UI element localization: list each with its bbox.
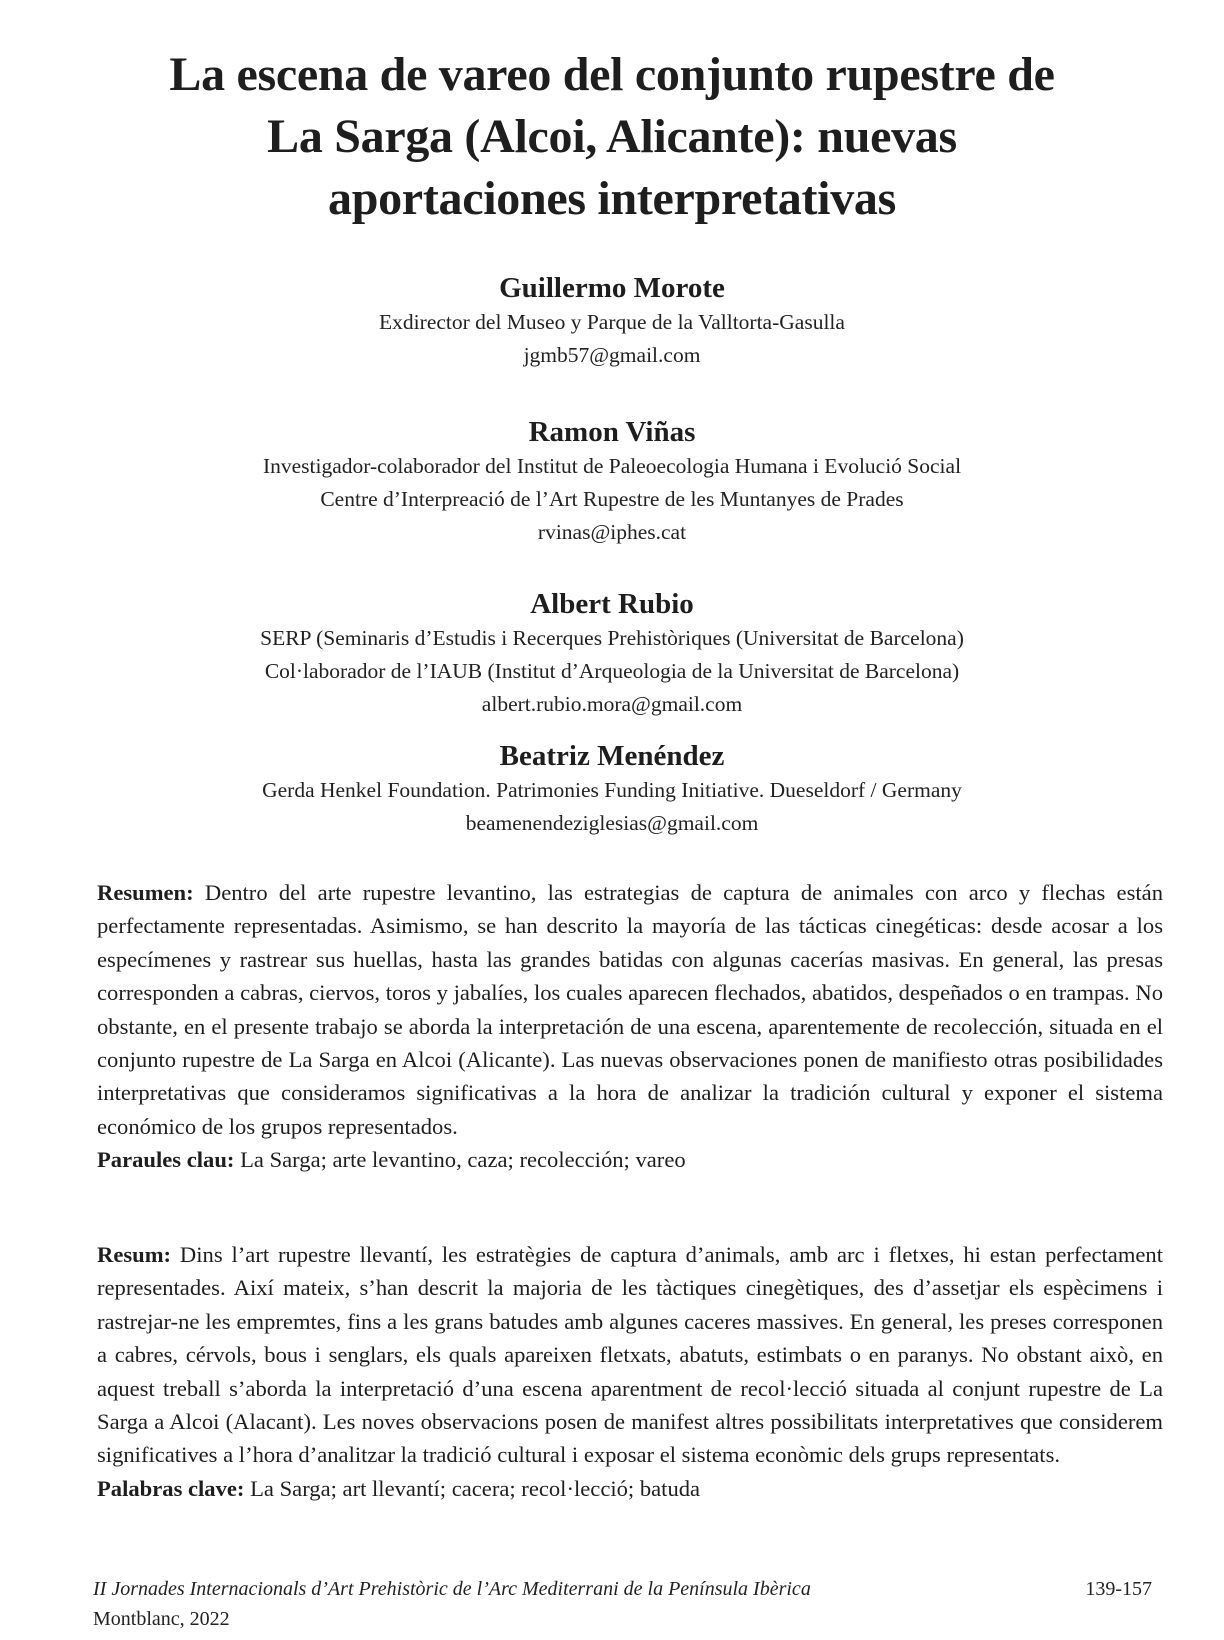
author-name: Beatriz Menéndez [499, 740, 725, 772]
author-name: Albert Rubio [530, 588, 694, 620]
paper-title [90, 44, 1134, 230]
abstract-text: Dins l’art rupestre llevantí, les estratègies de captura d’animals, amb arc i fletxes, hi estan perfectament representades. Així mateix, s’han descrit la majoria de les tàctiques cinegètiques, des d’assetjar els espècimens i rastrejar-ne les empremtes, fins a les grans batudes amb algunes caceres massives. En general, les preses corresponen a cabres, cérvols, bous i senglars, els quals apareixen fletxats, abatuts, estimbats o en paranys. No obstant això, en aquest treball s’aborda la interpretació d’una escena aparentment de recol·lecció situada al conjunt rupestre de La Sarga a Alcoi (Alacant). Les noves observacions posen de manifest altres possibilitats interpretatives que considerem significatives a l’hora d’analitzar la tradició cultural i exposar el sistema econòmic dels grups representats. [97, 1242, 1163, 1468]
abstract-label: Resumen: [97, 880, 194, 905]
footer-citation [93, 1574, 811, 1634]
title-line-3: aportaciones interpretativas [328, 172, 896, 225]
author-affiliation: Exdirector del Museo y Parque de la Valltorta-Gasulla [379, 310, 845, 334]
author-block-1 [100, 270, 1124, 372]
abstract-text: Dentro del arte rupestre levantino, las estrategias de captura de animales con arco y flechas están perfectamente representadas. Asimismo, se han descrito la mayoría de las tácticas cinegéticas: desde acosar a los especímenes y rastrear sus huellas, hasta las grandes batidas con algunas cacerías masivas. En general, las presas corresponden a cabras, ciervos, toros y jabalíes, los cuales aparecen flechados, abatidos, despeñados o en trampas. No obstante, en el presente trabajo se aborda la interpretación de una escena, aparentemente de recolección, situada en el conjunto rupestre de La Sarga en Alcoi (Alicante). Las nuevas observaciones ponen de manifiesto otras posibilidades interpretativas que consideramos significativas a la hora de analizar la tradición cultural y exponer el sistema económico de los grupos representados. [97, 880, 1163, 1139]
abstract-spanish [97, 876, 1163, 1177]
author-affiliation: Centre d’Interpreació de l’Art Rupestre de les Muntanyes de Prades [320, 487, 904, 511]
abstract-catalan [97, 1238, 1163, 1505]
footer-journal: II Jornades Internacionals d’Art Prehistòric de l’Arc Mediterrani de la Península Ibèrica [93, 1578, 811, 1600]
abstract-paragraph [97, 876, 1163, 1143]
author-email[interactable]: rvinas@iphes.cat [537, 520, 687, 544]
author-block-3 [100, 586, 1124, 721]
keywords-text: La Sarga; art llevantí; cacera; recol·lecció; batuda [244, 1475, 701, 1501]
keywords-label: Paraules clau: [97, 1147, 235, 1173]
keywords-line [97, 1472, 1163, 1505]
abstract-label: Resum: [97, 1242, 172, 1267]
author-block-2 [100, 414, 1124, 549]
author-email[interactable]: beamenendeziglesias@gmail.com [465, 811, 759, 835]
author-block-4 [100, 738, 1124, 840]
author-email[interactable]: jgmb57@gmail.com [523, 343, 701, 367]
title-line-1: La escena de vareo del conjunto rupestre de [169, 48, 1055, 101]
author-email[interactable]: albert.rubio.mora@gmail.com [481, 692, 743, 716]
keywords-text: La Sarga; arte levantino, caza; recolección; vareo [234, 1147, 686, 1173]
footer-publisher: Montblanc, 2022 [93, 1608, 230, 1630]
author-affiliation: SERP (Seminaris d’Estudis i Recerques Prehistòriques (Universitat de Barcelona) [260, 626, 964, 650]
abstract-paragraph [97, 1238, 1163, 1472]
title-line-2: La Sarga (Alcoi, Alicante): nuevas [267, 110, 957, 163]
author-affiliation: Col·laborador de l’IAUB (Institut d’Arqueologia de la Universitat de Barcelona) [264, 659, 960, 683]
keywords-line [97, 1143, 1163, 1176]
keywords-label: Palabras clave: [97, 1475, 245, 1501]
author-name: Guillermo Morote [499, 272, 725, 304]
author-name: Ramon Viñas [528, 416, 696, 448]
author-affiliation: Gerda Henkel Foundation. Patrimonies Funding Initiative. Dueseldorf / Germany [262, 778, 962, 802]
author-affiliation: Investigador-colaborador del Institut de Paleoecologia Humana i Evolució Social [262, 454, 962, 478]
footer-pages: 139-157 [1085, 1578, 1152, 1600]
